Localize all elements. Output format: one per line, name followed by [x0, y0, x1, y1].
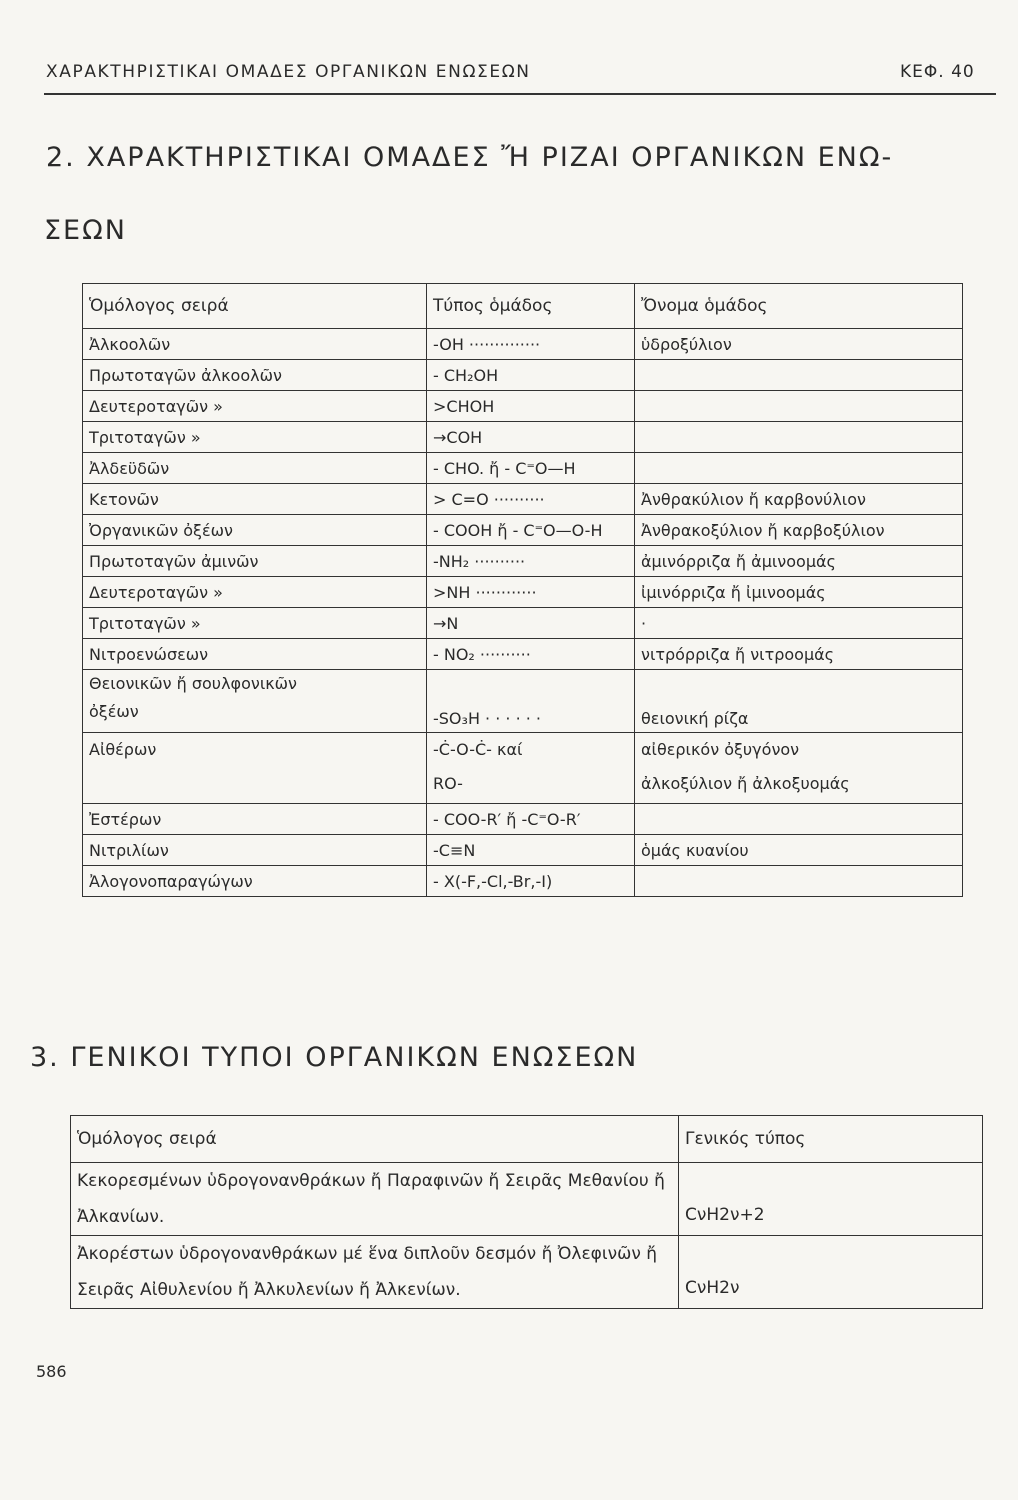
table-row: [83, 360, 963, 391]
formula-cell: >CHOH: [427, 391, 635, 422]
series-cell: Αἰθέρων: [83, 733, 427, 804]
series-cell: Ὀργανικῶν ὀξέων: [83, 515, 427, 546]
formula-cell: →N: [427, 608, 635, 639]
series-cell: [83, 670, 427, 733]
series-cell: Πρωτοταγῶν ἀλκοολῶν: [83, 360, 427, 391]
group-name-cell: θειονική ρίζα: [635, 670, 963, 733]
series-cell: Ἀλογονοπαραγώγων: [83, 866, 427, 897]
group-name-cell: [635, 391, 963, 422]
table-row: [83, 391, 963, 422]
series-cell: Ἀλδεϋδῶν: [83, 453, 427, 484]
series-cell: Ἀλκοολῶν: [83, 329, 427, 360]
table-row: [71, 1236, 983, 1309]
series-cell: Ἀκορέστων ὑδρογονανθράκων μέ ἕνα διπλοῦν δεσμόν ἤ Ὀλεφινῶν ἤ Σειρᾶς Αἰθυλενίου ἤ Ἀλκυλενίων ἤ Ἀλκενίων.: [71, 1236, 679, 1309]
series-cell: Κεκορεσμένων ὑδρογονανθράκων ἤ Παραφινῶν ἤ Σειρᾶς Μεθανίου ἤ Ἀλκανίων.: [71, 1163, 679, 1236]
formula-cell: - COO-R′ ἤ -C⁼O-R′: [427, 804, 635, 835]
formula-cell: > C=O ··········: [427, 484, 635, 515]
col-header-general-formula: Γενικός τύπος: [679, 1116, 983, 1163]
group-name-cell: Ἀνθρακοξύλιον ἤ καρβοξύλιον: [635, 515, 963, 546]
table-row: [83, 546, 963, 577]
table-row: [83, 835, 963, 866]
formula-cell: -C≡N: [427, 835, 635, 866]
formula-cell: >NH ············: [427, 577, 635, 608]
table-row: [83, 733, 963, 804]
series-line1: Θειονικῶν ἤ σουλφονικῶν: [89, 674, 297, 693]
formula-line1: -Ċ-O-Ċ- καί: [433, 740, 523, 759]
series-cell: Ἐστέρων: [83, 804, 427, 835]
series-cell: Τριτοταγῶν »: [83, 608, 427, 639]
series-cell: Δευτεροταγῶν »: [83, 577, 427, 608]
formula-cell: - X(-F,-Cl,-Br,-I): [427, 866, 635, 897]
section-2-title-line1: 2. ΧΑΡΑΚΤΗΡΙΣΤΙΚΑΙ ΟΜΑΔΕΣ Ἤ ΡΙΖΑΙ ΟΡΓΑΝΙΚΩΝ ΕΝΩ-: [46, 142, 894, 173]
table-row: [83, 484, 963, 515]
group-name-cell: νιτρόρριζα ἤ νιτροομάς: [635, 639, 963, 670]
col-header-series: Ὁμόλογος σειρά: [83, 284, 427, 329]
formula-line2: RO-: [433, 774, 463, 793]
chapter-label: ΚΕΦ. 40: [900, 62, 975, 82]
table-row: [83, 866, 963, 897]
formula-cell: -OH ··············: [427, 329, 635, 360]
group-name-cell: ·: [635, 608, 963, 639]
formula-cell: →COH: [427, 422, 635, 453]
series-cell: Κετονῶν: [83, 484, 427, 515]
group-name-cell: [635, 733, 963, 804]
formula-cell: - NO₂ ··········: [427, 639, 635, 670]
name-line2: ἀλκοξύλιον ἤ ἀλκοξυομάς: [641, 774, 850, 793]
table-row: [83, 453, 963, 484]
formula-cell: - CHO. ἤ - C⁼O—H: [427, 453, 635, 484]
table-row: [83, 804, 963, 835]
section-3-title: 3. ΓΕΝΙΚΟΙ ΤΥΠΟΙ ΟΡΓΑΝΙΚΩΝ ΕΝΩΣΕΩΝ: [30, 1042, 639, 1073]
group-name-cell: ἰμινόρριζα ἤ ἰμινοομάς: [635, 577, 963, 608]
table-row: [83, 422, 963, 453]
table-header-row: [71, 1116, 983, 1163]
general-formula-cell: CνH2ν: [679, 1236, 983, 1309]
table-header-row: [83, 284, 963, 329]
formula-cell: -NH₂ ··········: [427, 546, 635, 577]
series-cell: Τριτοταγῶν »: [83, 422, 427, 453]
header-rule: [44, 93, 996, 95]
group-name-cell: [635, 866, 963, 897]
group-name-cell: [635, 453, 963, 484]
general-formulas-table: [70, 1115, 983, 1309]
formula-cell: [427, 733, 635, 804]
group-name-cell: ὁμάς κυανίου: [635, 835, 963, 866]
table-row: [83, 329, 963, 360]
general-formula-cell: CνH2ν+2: [679, 1163, 983, 1236]
col-header-series: Ὁμόλογος σειρά: [71, 1116, 679, 1163]
table-row: [71, 1163, 983, 1236]
table-row: [83, 515, 963, 546]
series-cell: Πρωτοταγῶν ἀμινῶν: [83, 546, 427, 577]
group-name-cell: Ἀνθρακύλιον ἤ καρβονύλιον: [635, 484, 963, 515]
running-header-title: ΧΑΡΑΚΤΗΡΙΣΤΙΚΑΙ ΟΜΑΔΕΣ ΟΡΓΑΝΙΚΩΝ ΕΝΩΣΕΩΝ: [46, 62, 531, 82]
series-line2: ὀξέων: [89, 702, 139, 721]
functional-groups-table: [82, 283, 963, 897]
name-line1: αἰθερικόν ὀξυγόνον: [641, 740, 800, 759]
formula-cell: - CH₂OH: [427, 360, 635, 391]
formula-cell: - COOH ἤ - C⁼O—O-H: [427, 515, 635, 546]
group-name-cell: [635, 360, 963, 391]
col-header-name: Ὄνομα ὁμάδος: [635, 284, 963, 329]
group-name-cell: [635, 804, 963, 835]
group-name-cell: [635, 422, 963, 453]
col-header-formula: Τύπος ὁμάδος: [427, 284, 635, 329]
page-number: 586: [36, 1362, 67, 1381]
group-name-cell: ἀμινόρριζα ἤ ἀμινοομάς: [635, 546, 963, 577]
formula-cell: -SO₃H · · · · · ·: [427, 670, 635, 733]
series-cell: Νιτριλίων: [83, 835, 427, 866]
series-cell: Νιτροενώσεων: [83, 639, 427, 670]
table-row: [83, 670, 963, 733]
section-2-title-line2: ΣΕΩΝ: [44, 215, 127, 246]
table-row: [83, 639, 963, 670]
group-name-cell: ὑδροξύλιον: [635, 329, 963, 360]
series-cell: Δευτεροταγῶν »: [83, 391, 427, 422]
table-row: [83, 608, 963, 639]
table-row: [83, 577, 963, 608]
